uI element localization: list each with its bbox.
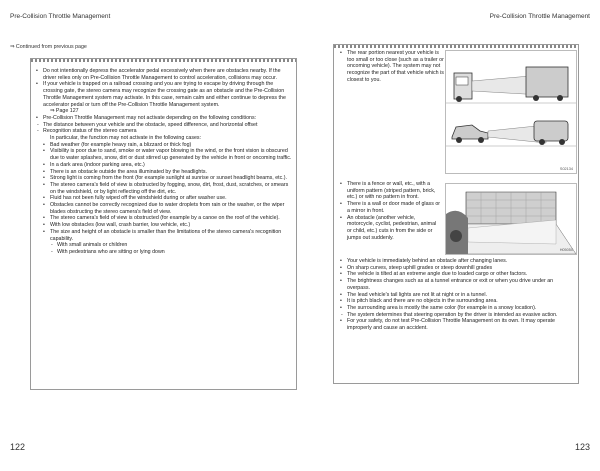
list-item: • Strong light is coming from the front (for example sunlight at sunrise or sunset headlight beams, etc.).: [43, 175, 292, 182]
list-item: • The rear portion nearest your vehicle is too small or too close (such as a trailer or oncoming vehicle). The system may not recognize the part of that vehicle which is closest to you.: [340, 50, 444, 84]
right-mid-content: [340, 181, 441, 241]
list-item: • The brightness changes such as at a tunnel entrance or exit or when you drive under an overpass.: [340, 278, 572, 291]
figure-code: S02134: [559, 167, 573, 171]
list-item: • On sharp curves, steep uphill grades or steep downhill grades: [340, 265, 572, 272]
list-item: • The surrounding area is mostly the same color (for example in a snowy location).: [340, 305, 572, 312]
list-item: ⇒ Page 127: [50, 108, 79, 115]
warning-stripe: [334, 45, 578, 48]
list-item: - Recognition status of the stereo camera: [36, 128, 292, 135]
list-item: • There is a fence or wall, etc., with a uniform pattern (striped pattern, brick, etc.) or with no pattern in front.: [340, 181, 441, 201]
list-item: - With small animals or children: [50, 242, 292, 249]
list-item: • For your safety, do not test Pre-Collision Throttle Management on its own. It may operate improperly and cause an accident.: [340, 318, 572, 331]
list-item: • It is pitch black and there are no objects in the surrounding area.: [340, 298, 572, 305]
page-number-right: 123: [574, 442, 590, 452]
right-bottom-list: [340, 258, 572, 332]
list-item: • The lead vehicle's tail lights are not lit at night or in a tunnel.: [340, 292, 572, 299]
list-item: • The stereo camera's field of view is obstructed by fogging, snow, dirt, frost, dust, scratches, or smears on the windshield, or by light reflecting off the dirt, etc.: [43, 182, 292, 195]
list-item: In particular, the function may not activate in the following cases:: [50, 135, 202, 142]
right-bottom-content: [340, 258, 572, 332]
warning-stripe: [31, 59, 296, 62]
left-warning-content: [36, 68, 292, 256]
list-item: • The stereo camera's field of view is obstructed (for example by a canoe on the roof of the vehicle).: [43, 215, 292, 222]
figure-code: H05050: [559, 248, 573, 252]
list-item: • Do not intentionally depress the accelerator pedal excessively when there are obstacles nearby. If the driver relies only on Pre-Collision Throttle Management to control acceleration, collisions may occur.: [36, 68, 292, 81]
left-list: [36, 68, 292, 256]
page-number-left: 122: [10, 442, 26, 452]
page-header-left: Pre-Collision Throttle Management: [10, 13, 111, 20]
figure-trailer-illustration: [445, 50, 577, 174]
right-top-list: [340, 50, 444, 84]
continued-note: ⇒ Continued from previous page: [10, 44, 87, 50]
list-item: • Your vehicle is immediately behind an obstacle after changing lanes.: [340, 258, 572, 265]
list-item: - The distance between your vehicle and the obstacle, speed difference, and horizontal offset: [36, 122, 292, 129]
figure-wall-illustration: [445, 183, 577, 255]
list-item: • Bad weather (for example heavy rain, a blizzard or thick fog): [43, 142, 292, 149]
page-header-right: Pre-Collision Throttle Management: [489, 13, 590, 20]
trailer-car-illustration: [446, 51, 576, 173]
list-item: • Visibility is poor due to sand, smoke or water vapor blowing in the wind, or the front vision is obscured due to water splashes, snow, dirt or dust stirred up generated by the vehicle in front or oncoming traffic.: [43, 148, 292, 161]
list-item: • The vehicle is tilted at an extreme angle due to loaded cargo or other factors.: [340, 271, 572, 278]
list-item: - The system determines that steering operation by the driver is intended as evasive action.: [340, 312, 572, 319]
list-item: • Fluid has not been fully wiped off the windshield during or after washer use.: [43, 195, 292, 202]
list-item: • The size and height of an obstacle is smaller than the limitations of the stereo camera's recognition capability.: [43, 229, 292, 242]
wall-tunnel-illustration: [446, 184, 576, 254]
list-item: • Pre-Collision Throttle Management may not activate depending on the following conditions:: [36, 115, 292, 122]
list-item: • In a dark area (indoor parking area, etc.): [43, 162, 292, 169]
right-mid-list: [340, 181, 441, 241]
list-item: • With low obstacles (low wall, crash barrier, low vehicle, etc.): [43, 222, 292, 229]
list-item: • An obstacle (another vehicle, motorcycle, cyclist, pedestrian, animal or child, etc.) cuts in from the side or jumps out suddenly.: [340, 215, 441, 242]
list-item: • There is a wall or door made of glass or a mirror in front.: [340, 201, 441, 214]
list-item: • There is an obstacle outside the area illuminated by the headlights.: [43, 169, 292, 176]
list-item: - With pedestrians who are sitting or lying down: [50, 249, 292, 256]
list-item: • If your vehicle is trapped on a railroad crossing and you are trying to escape by driving through the crossing gate, the stereo camera may recognize the crossing gate as an obstacle and the Pre-Collision Throttle Management system may activate. In this case, remain calm and either continue to depress the accelerator pedal or turn off the Pre-Collision Throttle Management system.: [36, 81, 292, 108]
right-top-content: [340, 50, 444, 84]
list-item: • Obstacles cannot be correctly recognized due to water droplets from rain or the washer, or the wiper blades obstructing the stereo camera's field of view.: [43, 202, 292, 215]
